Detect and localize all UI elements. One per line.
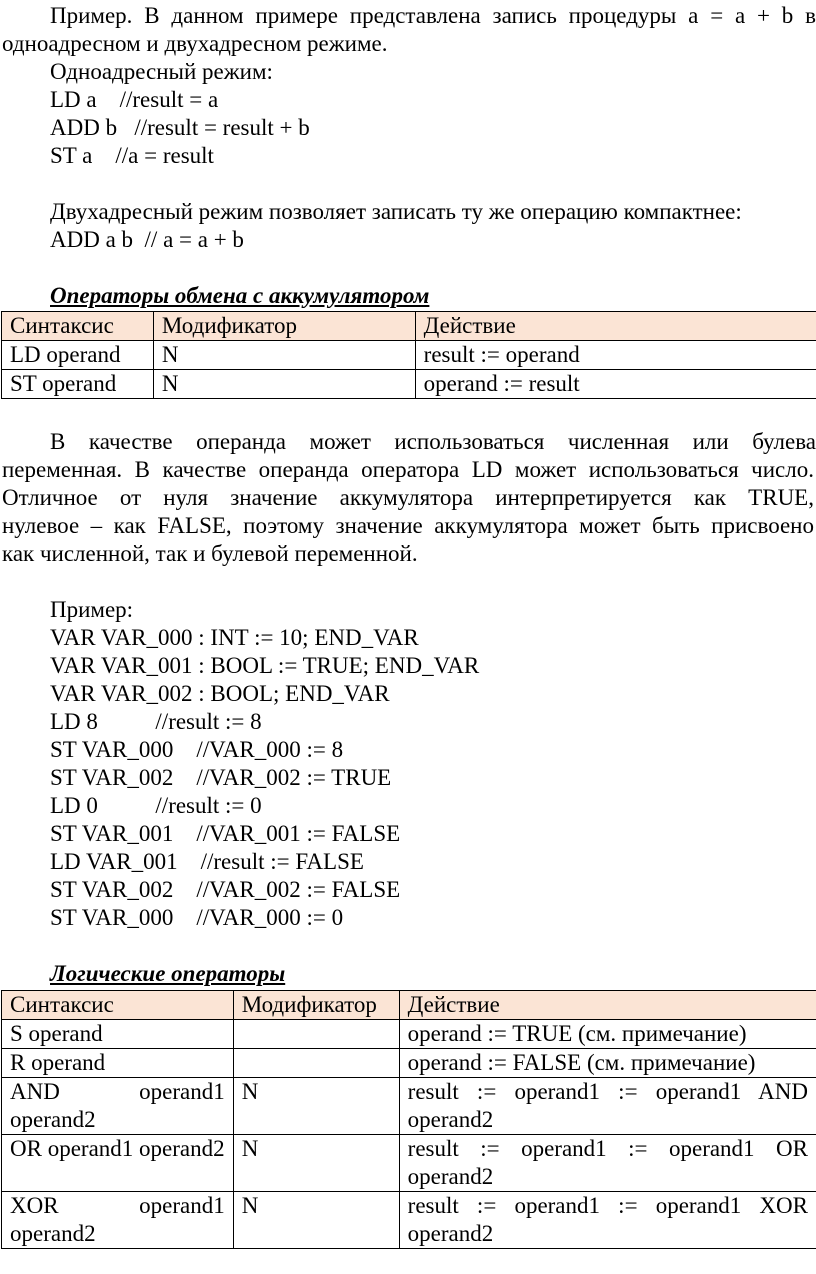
header-cell: Синтаксис xyxy=(2,991,234,1020)
table-cell: N xyxy=(233,1135,399,1192)
code-line: LD a //result = a xyxy=(50,87,219,112)
code-line: VAR VAR_001 : BOOL := TRUE; END_VAR xyxy=(50,653,480,678)
table-row xyxy=(2,341,816,370)
table-row xyxy=(2,1135,816,1192)
code-line: LD 8 //result := 8 xyxy=(50,709,262,734)
header-cell: Действие xyxy=(399,991,816,1020)
exchange-operators-table xyxy=(1,311,816,399)
table-cell: N xyxy=(153,370,415,399)
table-cell: XOR operand1 operand2 xyxy=(2,1192,234,1249)
code-line: ADD a b // a = a + b xyxy=(50,227,244,252)
code-line: VAR VAR_000 : INT := 10; END_VAR xyxy=(50,625,419,650)
table-cell: operand := FALSE (см. примечание) xyxy=(399,1049,816,1078)
section-title-logic: Логические операторы xyxy=(50,961,286,986)
table-header-row xyxy=(2,991,816,1020)
table-cell xyxy=(233,1049,399,1078)
table-cell: LD operand xyxy=(2,341,154,370)
table-cell: N xyxy=(233,1192,399,1249)
table-row xyxy=(2,1049,816,1078)
code-line: LD 0 //result := 0 xyxy=(50,793,262,818)
table-cell: result := operand xyxy=(415,341,816,370)
code-line: VAR VAR_002 : BOOL; END_VAR xyxy=(50,681,390,706)
table-cell: S operand xyxy=(2,1020,234,1049)
code-line: ST VAR_000 //VAR_000 := 8 xyxy=(50,737,344,762)
example-title: Пример: xyxy=(50,597,134,622)
code-line: LD VAR_001 //result := FALSE xyxy=(50,849,364,874)
paragraph-line: В качестве операнда может использоваться численная или булева xyxy=(50,429,816,454)
paragraph-line: Отличное от нуля значение аккумулятора интерпретируется как TRUE, xyxy=(2,485,814,510)
table-cell: R operand xyxy=(2,1049,234,1078)
table-cell xyxy=(233,1020,399,1049)
header-cell: Модификатор xyxy=(153,312,415,341)
table-cell: operand := result xyxy=(415,370,816,399)
two-address-text: Двухадресный режим позволяет записать ту же операцию компактнее: xyxy=(50,199,742,224)
one-address-title: Одноадресный режим: xyxy=(50,59,273,84)
header-cell: Модификатор xyxy=(233,991,399,1020)
table-cell: result := operand1 := operand1 XOR operand2 xyxy=(399,1192,816,1249)
header-cell: Синтаксис xyxy=(2,312,154,341)
table-cell: OR operand1 operand2 xyxy=(2,1135,234,1192)
code-line: ADD b //result = result + b xyxy=(50,115,310,140)
table-cell: result := operand1 := operand1 OR operand2 xyxy=(399,1135,816,1192)
code-line: ST a //a = result xyxy=(50,143,214,168)
table-cell: N xyxy=(153,341,415,370)
section-title-exchange: Операторы обмена с аккумулятором xyxy=(50,283,430,308)
intro-line-2: одноадресном и двухадресном режиме. xyxy=(2,31,388,56)
paragraph-line: нулевое – как FALSE, поэтому значение аккумулятора может быть присвоено xyxy=(2,513,814,538)
table-cell: ST operand xyxy=(2,370,154,399)
code-line: ST VAR_002 //VAR_002 := TRUE xyxy=(50,765,392,790)
table-row xyxy=(2,370,816,399)
paragraph-line: переменная. В качестве операнда оператора LD может использоваться число. xyxy=(2,457,814,482)
code-line: ST VAR_002 //VAR_002 := FALSE xyxy=(50,877,401,902)
table-row xyxy=(2,1192,816,1249)
paragraph-line: как численной, так и булевой переменной. xyxy=(2,541,418,566)
code-line: ST VAR_001 //VAR_001 := FALSE xyxy=(50,821,401,846)
table-header-row xyxy=(2,312,816,341)
intro-line-1: Пример. В данном примере представлена запись процедуры a = a + b в xyxy=(50,3,816,28)
logic-operators-table xyxy=(1,990,816,1249)
code-line: ST VAR_000 //VAR_000 := 0 xyxy=(50,905,344,930)
table-row xyxy=(2,1020,816,1049)
header-cell: Действие xyxy=(415,312,816,341)
table-cell: N xyxy=(233,1078,399,1135)
table-cell: result := operand1 := operand1 AND operand2 xyxy=(399,1078,816,1135)
table-cell: AND operand1 operand2 xyxy=(2,1078,234,1135)
table-cell: operand := TRUE (см. примечание) xyxy=(399,1020,816,1049)
table-row xyxy=(2,1078,816,1135)
